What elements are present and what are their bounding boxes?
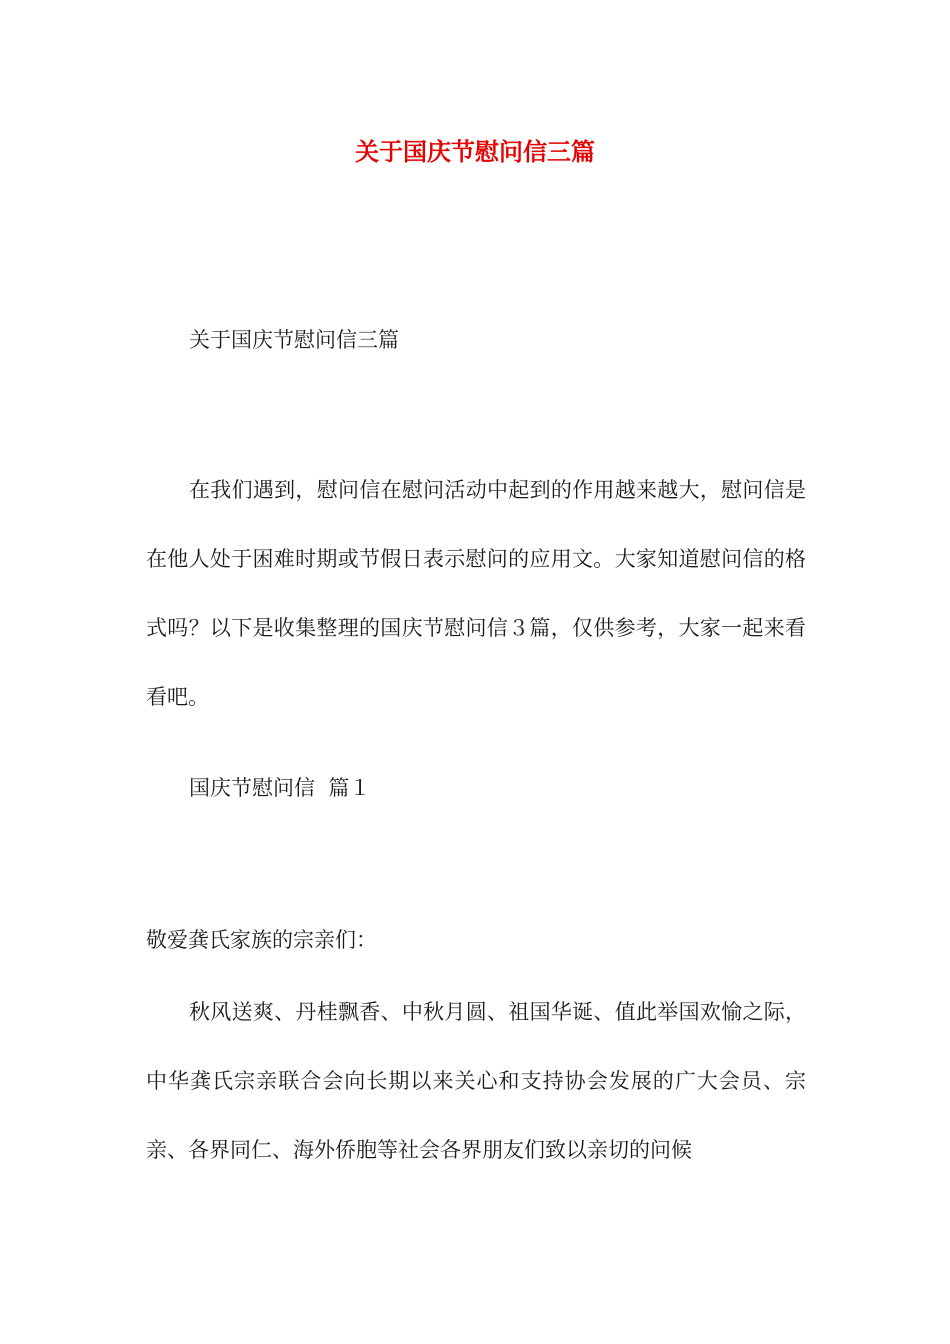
section-heading: 国庆节慰问信 篇１ <box>189 776 371 800</box>
intro-paragraph-text: 在我们遇到，慰问信在慰问活动中起到的作用越来越大，慰问信是在他人处于困难时期或节假日表示慰问的应用文。大家知道慰问信的格式吗？以下是收集整理的国庆节慰问信３篇，仅供参考，大家一起来看看吧。 <box>146 478 806 709</box>
body-paragraph <box>146 978 806 1185</box>
document-subtitle: 关于国庆节慰问信三篇 <box>189 328 399 352</box>
body-paragraph-text: 秋风送爽、丹桂飘香、中秋月圆、祖国华诞、值此举国欢愉之际，中华龚氏宗亲联合会向长期以来关心和支持协会发展的广大会员、宗亲、各界同仁、海外侨胞等社会各界朋友们致以亲切的问候 <box>146 1000 806 1162</box>
salutation: 敬爱龚氏家族的宗亲们： <box>146 928 377 952</box>
intro-paragraph <box>146 456 806 732</box>
document-title: 关于国庆节慰问信三篇 <box>355 137 595 166</box>
